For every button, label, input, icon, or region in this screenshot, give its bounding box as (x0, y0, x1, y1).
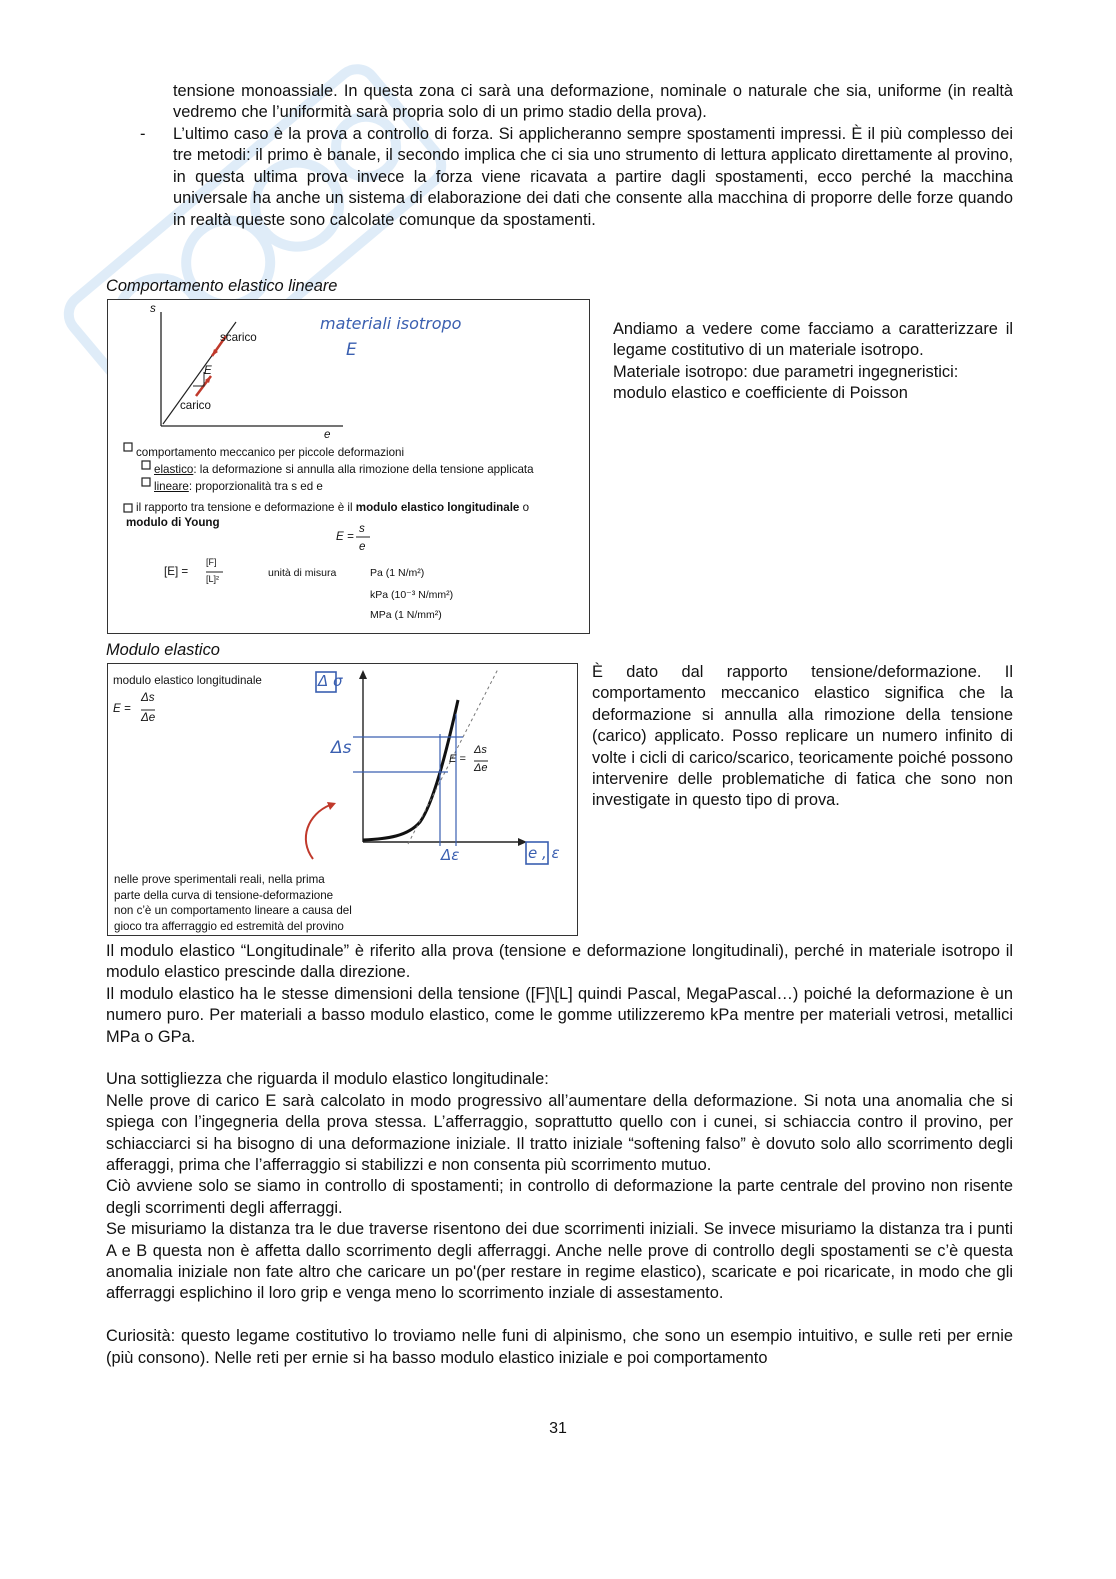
sub-bullet-elastic-rest: : la deformazione si annulla alla rimozione della tensione applicata (193, 463, 534, 476)
note-line-4: gioco tra afferraggio ed estremità del provino (114, 919, 344, 933)
bullet-young-modulus (136, 501, 576, 514)
bullet-young-c: o (519, 501, 530, 514)
checkbox-2 (124, 504, 132, 512)
bullet-young-b: modulo elastico longitudinale (355, 501, 520, 514)
checkbox-1b (142, 478, 150, 486)
checkbox-1 (124, 443, 132, 451)
figure2-formula-den: Δe (141, 711, 156, 724)
bullet-small-deformations: comportamento meccanico per piccole deformazioni (136, 446, 405, 459)
units-num: [F] (206, 557, 217, 567)
units-label: unità di misura (268, 567, 337, 579)
sub-bullet-elastic (154, 463, 534, 476)
hand-delta-sigma: Δ σ (318, 672, 343, 690)
body-paragraph-7: Curiosità: questo legame costitutivo lo troviamo nelle funi di alpinismo, che sono un esempio intuitivo, e sulle reti per ernie (più consono). Nelle reti per ernie si ha basso modulo elastico iniziale e poi comportamento (106, 1327, 1013, 1367)
note-line-3: non c’è un comportamento lineare a causa del (114, 904, 352, 917)
figure2-note (114, 872, 352, 934)
figure2-formula-lhs: E = (113, 702, 131, 715)
note-line-1: nelle prove sperimentali reali, nella prima (114, 873, 325, 886)
section2-side-text: È dato dal rapporto tensione/deformazione. Il comportamento meccanico elastico significa che la deformazione si annulla alla rimozione della tensione (carico) applicato. Posso replicare un numero infinito di volte i cicli di carico/scarico, teoricamente poiché possono intervenire delle problematiche di fatica che sono non investigate in questo tipo di prova. (592, 663, 1013, 810)
label-carico: carico (180, 399, 211, 412)
sub-bullet-elastic-key: elastico (154, 463, 194, 476)
sub-bullet-linear-key: lineare (154, 480, 189, 493)
section-heading-elastic-linear: Comportamento elastico lineare (106, 277, 338, 295)
body-paragraph-5: Ciò avviene solo se siamo in controllo di spostamenti; in controllo di deformazione la parte centrale del provino non risente degli scorrimenti degli afferraggi. (106, 1177, 1013, 1217)
axis-label-e: e (324, 428, 331, 441)
unit-kpa: kPa (10⁻³ N/mm²) (370, 589, 454, 601)
hand-delta-e: Δε (441, 846, 460, 864)
inner-formula-den: Δe (474, 762, 488, 774)
section1-side-text-2: Materiale isotropo: due parametri ingegneristici: modulo elastico e coefficiente di Poisson (613, 362, 959, 403)
section1-side-text-1: Andiamo a vedere come facciamo a caratterizzare il legame costitutivo di un materiale isotropo. (613, 320, 1013, 360)
page-number: 31 (549, 1420, 567, 1437)
body-paragraph-1: Il modulo elastico “Longitudinale” è riferito alla prova (tensione e deformazione longitudinali), perché in materiale isotropo il modulo elastico prescinde dalla direzione. (106, 942, 1013, 982)
sub-bullet-linear-rest: : proporzionalità tra s ed e (188, 480, 323, 493)
handwritten-E: E (346, 340, 357, 360)
units-lhs: [E] = (164, 565, 189, 578)
figure-elastic-linear (107, 299, 590, 634)
figure-elastic-modulus (107, 663, 578, 936)
bullet-dash: - (140, 125, 146, 143)
label-scarico: scarico (220, 331, 257, 344)
label-E-slope: E (204, 364, 212, 377)
formula-E-den: e (359, 540, 366, 553)
red-arc (306, 805, 330, 859)
bullet-young-d: modulo di Young (126, 516, 220, 529)
sub-bullet-linear (154, 480, 323, 493)
unit-pa: Pa (1 N/m²) (370, 567, 425, 579)
section-heading-elastic-modulus: Modulo elastico (106, 641, 220, 659)
body-paragraph-6: Se misuriamo la distanza tra le due traverse risentono dei due scorrimenti iniziali. Se invece misuriamo la distanza tra i punti A e B questa non è affetta dallo scorrimento degli afferraggi. Anche nelle prove di controllo degli spostamenti se c’è questa anomalia iniziale non fate altro che caricare un po'(per restare in regime elastico), scaricate e poi ricaricate, in modo che gli afferraggi esplichino il loro grip e venga meno lo scorrimento inziale di assestamento. (106, 1220, 1013, 1303)
hand-eps: e , ε (528, 844, 560, 862)
body-paragraph-4: Nelle prove di carico E sarà calcolato in modo progressivo all’aumentare della deformazione. Si nota una anomalia che si spiega con l’ingegneria della prova stessa. L’afferraggio, soprattutto quello con i cunei, si schiaccia contro il provino, per schiacciarci si ha bisogno di una deformazione iniziale. Il tratto iniziale “softening falso” è dovuto solo allo scorrimento degli afferaggi, prima che l’afferraggio si stabilizzi e non consenta più scorrimento mutuo. (106, 1091, 1013, 1175)
unit-mpa: MPa (1 N/mm²) (370, 609, 442, 621)
axis-label-s: s (150, 302, 156, 315)
note-line-2: parte della curva di tensione-deformazione (114, 888, 334, 902)
inner-formula-num: Δs (474, 744, 487, 756)
body-paragraph-3: Una sottigliezza che riguarda il modulo elastico longitudinale: (106, 1070, 549, 1089)
stress-strain-curve (363, 700, 458, 840)
units-den: [L]² (206, 574, 220, 584)
curve-y-axis-arrow (359, 670, 367, 679)
top-paragraph: tensione monoassiale. In questa zona ci sarà una deformazione, nominale o naturale che sia, uniforme (in realtà vedremo che l’uniformità sarà propria solo di un primo stadio della prova). (173, 82, 1013, 122)
figure2-formula-num: Δs (141, 691, 155, 704)
formula-E-num: s (359, 522, 365, 535)
inner-formula-lhs: E = (449, 753, 466, 765)
formula-E-lhs: E = (336, 530, 354, 543)
handwritten-title: materiali isotropo (320, 314, 462, 333)
hand-delta-s: Δs (331, 738, 352, 758)
figure2-title: modulo elastico longitudinale (113, 674, 262, 687)
bullet-paragraph: L’ultimo caso è la prova a controllo di forza. Si applicheranno sempre spostamenti impressi. È il più complesso dei tre metodi: il primo è banale, il secondo implica che ci sia uno strumento di lettura applicato direttamente al provino, in questa ultima prova invece la forza viene ricavata a partire dagli spostamenti, ecco perché la macchina universale ha anche un sistema di elaborazione dei dati che consente alla macchina di proporre delle forze quando in realtà queste sono calcolate comunque da spostamenti. (173, 125, 1013, 229)
checkbox-1a (142, 461, 150, 469)
body-paragraph-2: Il modulo elastico ha le stesse dimensioni della tensione ([F]\[L] quindi Pascal, MegaPascal…) poiché la deformazione è un numero puro. Per materiali a basso modulo elastico, come le gomme utilizzeremo kPa mentre per materiali vetrosi, metallici MPa o GPa. (106, 984, 1013, 1046)
bullet-young-a: il rapporto tra tensione e deformazione è il (136, 501, 356, 514)
